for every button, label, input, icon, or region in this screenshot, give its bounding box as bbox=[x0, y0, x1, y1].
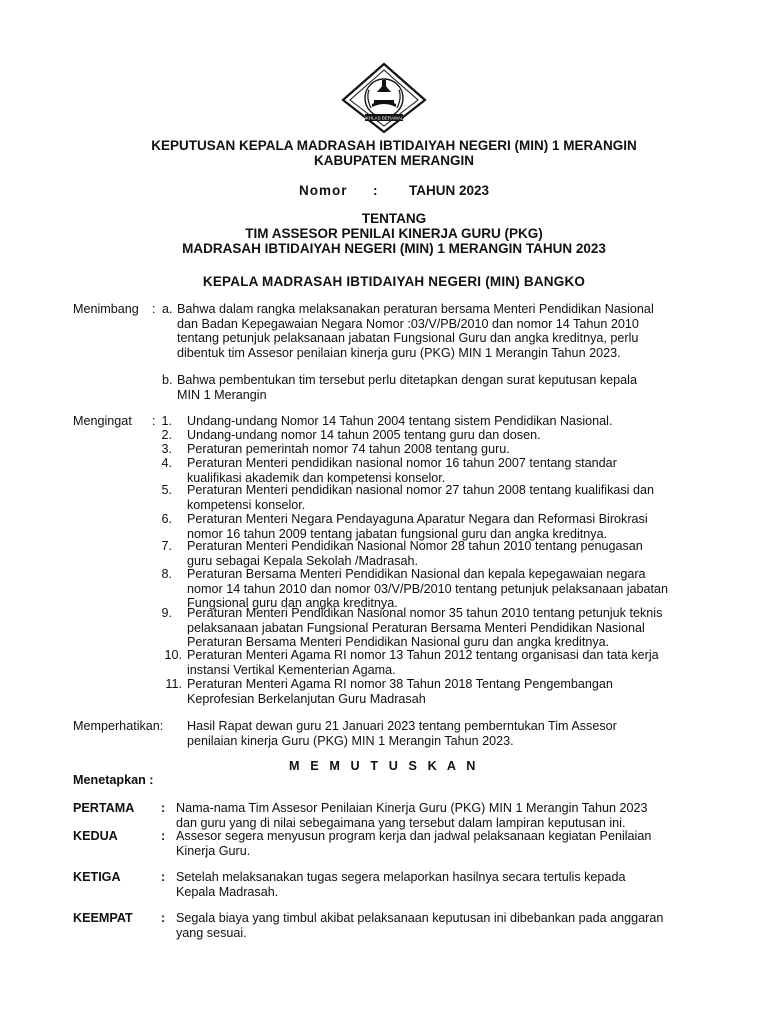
menimbang-item-a: Bahwa dalam rangka melaksanakan peraturan bersama Menteri Pendidikan Nasional dan Badan Kepegawaian Negara Nomor :03/V/PB/2010 dan nomor 14 Tahun 2010 tentang petunjuk pelaksanaan jabatan Fungsional Guru dan angka kreditnya, perlu dibentuk tim Assesor penilaian kinerja guru (PKG) MIN 1 Merangin Tahun 2023. bbox=[177, 302, 654, 360]
decision-text-pertama: Nama-nama Tim Assesor Penilaian Kinerja Guru (PKG) MIN 1 Merangin Tahun 2023 dan guru yang di nilai sebegaimana yang tersebut dalam lampiran keputusan ini. bbox=[176, 801, 648, 830]
decision-label-kedua: KEDUA bbox=[73, 829, 118, 843]
document-number bbox=[0, 183, 768, 198]
menimbang-label: Menimbang bbox=[73, 302, 139, 316]
mengingat-num-9: 9. bbox=[161, 606, 172, 620]
decision-text-ketiga: Setelah melaksanakan tugas segera melaporkan hasilnya secara tertulis kepada Kepala Madrasah. bbox=[176, 870, 626, 899]
mengingat-item-11: Peraturan Menteri Agama RI nomor 38 Tahun 2018 Tentang Pengembangan Keprofesian Berkelanjutan Guru Madrasah bbox=[187, 677, 613, 706]
mengingat-item-7: Peraturan Menteri Pendidikan Nasional Nomor 28 tahun 2010 tentang penugasan guru sebagai Kepala Sekolah /Madrasah. bbox=[187, 539, 643, 568]
subject-line-2: MADRASAH IBTIDAIYAH NEGERI (MIN) 1 MERANGIN TAHUN 2023 bbox=[182, 241, 606, 256]
mengingat-num-2: 2. bbox=[161, 428, 172, 442]
mengingat-num-4: 4. bbox=[161, 456, 172, 470]
mengingat-num-6: 6. bbox=[161, 512, 172, 526]
tahun-text: TAHUN 2023 bbox=[409, 183, 490, 198]
mengingat-num-10: 10. bbox=[164, 648, 182, 662]
title-line-2: KABUPATEN MERANGIN bbox=[314, 153, 474, 168]
mengingat-num-7: 7. bbox=[161, 539, 172, 553]
memperhatikan-text: Hasil Rapat dewan guru 21 Januari 2023 tentang pemberntukan Tim Assesor penilaian kinerja Guru (PKG) MIN 1 Merangin Tahun 2023. bbox=[187, 719, 617, 748]
decision-colon-ketiga: : bbox=[161, 870, 166, 884]
decision-text-keempat: Segala biaya yang timbul akibat pelaksanaan keputusan ini dibebankan pada anggaran yang sesuai. bbox=[176, 911, 664, 940]
subject-line-1: TIM ASSESOR PENILAI KINERJA GURU (PKG) bbox=[245, 226, 543, 241]
mengingat-item-6: Peraturan Menteri Negara Pendayaguna Aparatur Negara dan Reformasi Birokrasi nomor 16 tahun 2009 tentang jabatan fungsional guru dan angka kreditnya. bbox=[187, 512, 648, 541]
mengingat-colon: : bbox=[152, 414, 156, 428]
menimbang-b-marker: b. bbox=[162, 373, 173, 387]
nomor-colon: : bbox=[372, 183, 378, 198]
menimbang-a-marker: a. bbox=[162, 302, 173, 316]
title-line-1: KEPUTUSAN KEPALA MADRASAH IBTIDAIYAH NEGERI (MIN) 1 MERANGIN bbox=[151, 138, 637, 153]
mengingat-num-11: 11. bbox=[165, 677, 182, 691]
decision-label-ketiga: KETIGA bbox=[73, 870, 121, 884]
mengingat-item-9: Peraturan Menteri Pendidikan Nasional nomor 35 tahun 2010 tentang petunjuk teknis pelaksanaan jabatan Fungsional Peraturan Bersama Menteri Pendidikan Nasional Peraturan Bersama Menteri Pendidikan Nasional guru dan angka kreditnya. bbox=[187, 606, 663, 649]
decision-colon-keempat: : bbox=[161, 911, 166, 925]
mengingat-num-5: 5. bbox=[161, 483, 172, 497]
mengingat-item-3: Peraturan pemerintah nomor 74 tahun 2008 tentang guru. bbox=[187, 442, 510, 456]
decision-label-pertama: PERTAMA bbox=[73, 801, 135, 815]
mengingat-item-8: Peraturan Bersama Menteri Pendidikan Nasional dan kepala kepegawaian negara nomor 14 tahun 2010 dan nomor 03/V/PB/2010 tentang petunjuk pelaksanaan jabatan Fungsional guru dan angka kreditnya. bbox=[187, 567, 669, 610]
mengingat-item-5: Peraturan Menteri pendidikan nasional nomor 27 tahun 2008 tentang kualifikasi dan kompetensi konselor. bbox=[187, 483, 654, 512]
mengingat-num-8: 8. bbox=[161, 567, 172, 581]
nomor-label: Nomor bbox=[298, 183, 348, 198]
decision-text-kedua: Assesor segera menyusun program kerja dan jadwal pelaksanaan kegiatan Penilaian Kinerja Guru. bbox=[176, 829, 652, 858]
mengingat-num-3: 3. bbox=[161, 442, 172, 456]
document-title bbox=[0, 138, 768, 168]
mengingat-item-4: Peraturan Menteri pendidikan nasional nomor 16 tahun 2007 tentang standar kualifikasi akademik dan kompetensi konselor. bbox=[187, 456, 617, 485]
ministry-emblem-logo bbox=[341, 62, 427, 134]
memutuskan-heading: M E M U T U S K A N bbox=[289, 759, 479, 773]
mengingat-label: Mengingat bbox=[73, 414, 132, 428]
mengingat-item-2: Undang-undang nomor 14 tahun 2005 tentang guru dan dosen. bbox=[187, 428, 541, 442]
menetapkan-label: Menetapkan : bbox=[73, 773, 154, 787]
menimbang-item-b: Bahwa pembentukan tim tersebut perlu ditetapkan dengan surat keputusan kepala MIN 1 Merangin bbox=[177, 373, 637, 402]
mengingat-item-1: Undang-undang Nomor 14 Tahun 2004 tentang sistem Pendidikan Nasional. bbox=[187, 414, 613, 428]
memperhatikan-label: Memperhatikan: bbox=[73, 719, 164, 733]
mengingat-num-1: 1. bbox=[161, 414, 172, 428]
decision-label-keempat: KEEMPAT bbox=[73, 911, 133, 925]
tentang-heading: TENTANG bbox=[361, 211, 427, 226]
decision-colon-pertama: : bbox=[161, 801, 166, 815]
issuer-heading: KEPALA MADRASAH IBTIDAIYAH NEGERI (MIN) BANGKO bbox=[202, 274, 586, 289]
subject-block bbox=[0, 211, 768, 256]
menimbang-colon: : bbox=[152, 302, 156, 316]
mengingat-item-10: Peraturan Menteri Agama RI nomor 13 Tahun 2012 tentang organisasi dan tata kerja instansi Vertikal Kementerian Agama. bbox=[187, 648, 659, 677]
logo-motto-text: IKHLAS BERAMAL bbox=[364, 115, 404, 121]
decision-colon-kedua: : bbox=[161, 829, 166, 843]
